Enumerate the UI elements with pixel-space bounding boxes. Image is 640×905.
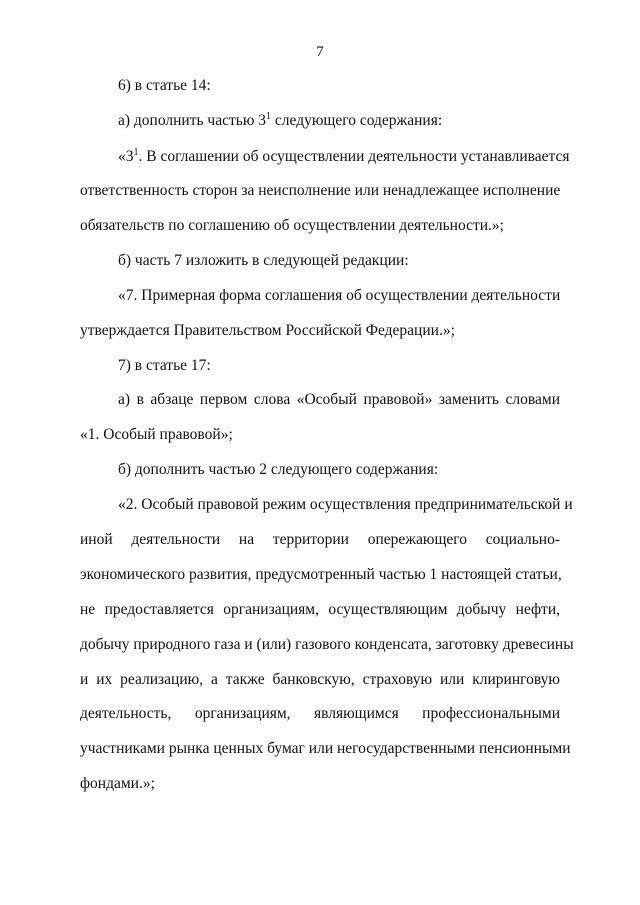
paragraph-line: обязательств по соглашению об осуществлении деятельности.»; [80,217,504,234]
superscript-marker: 1 [266,111,272,122]
subitem-a-replace-words: а) в абзаце первом слова «Особый правовой» заменить словами [118,391,560,408]
paragraph-line: иной деятельности на территории опережающего социально- [80,531,560,548]
paragraph-line: ответственность сторон за неисполнение или ненадлежащее исполнение [80,182,561,199]
paragraph-line: «1. Особый правовой»; [80,426,233,443]
quoted-part-3-1-line [118,147,570,166]
paragraph-line: не предоставляется организациям, осуществляющим добычу нефти, [80,601,560,618]
subitem-b-part-7: б) часть 7 изложить в следующей редакции: [118,252,409,269]
text-run: следующего содержания: [271,112,443,129]
subitem-a-add-part [118,112,442,130]
paragraph-line: участниками рынка ценных бумаг или негосударственными пенсионными [80,740,571,757]
quoted-part-7-line: «7. Примерная форма соглашения об осуществлении деятельности [118,287,561,304]
subitem-b-add-part-2: б) дополнить частью 2 следующего содержания: [118,461,439,478]
text-run: . В соглашении об осуществлении деятельности устанавливается [138,148,570,165]
paragraph-line: фондами.»; [80,775,155,792]
quoted-part-2-line: «2. Особый правовой режим осуществления предпринимательской и [118,496,573,513]
paragraph-line: добычу природного газа и (или) газового конденсата, заготовку древесины [80,636,574,653]
list-item-6-heading: 6) в статье 14: [118,77,211,94]
list-item-7-heading: 7) в статье 17: [118,357,211,374]
page-number: 7 [316,44,324,60]
text-run: а) дополнить частью 3 [118,112,267,129]
text-run: «3 [118,148,134,165]
paragraph-line: экономического развития, предусмотренный частью 1 настоящей статьи, [80,566,562,583]
paragraph-line: деятельность, организациям, являющимся профессиональными [80,705,560,722]
paragraph-line: утверждается Правительством Российской Федерации.»; [80,322,455,339]
paragraph-line: и их реализацию, а также банковскую, страховую или клиринговую [80,671,560,688]
superscript-marker: 1 [133,147,139,158]
